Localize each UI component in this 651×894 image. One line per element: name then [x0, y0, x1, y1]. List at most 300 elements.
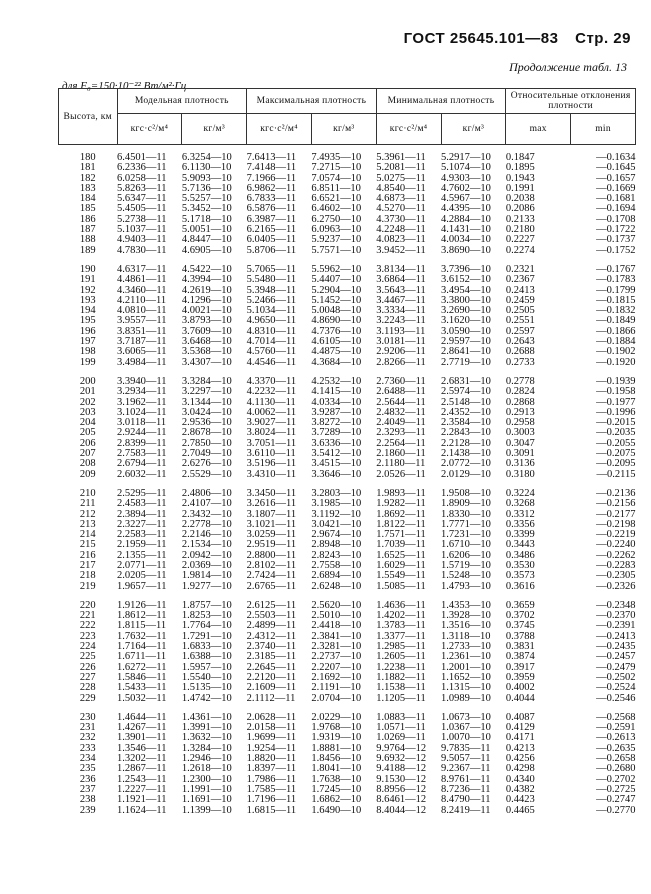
cell-max-kg: 2.2207—10 — [311, 661, 362, 673]
cell-max-kgs: 5.2466—11 — [246, 294, 297, 306]
cell-max-kgs: 6.3987—11 — [246, 213, 297, 225]
cell-max-kg: 3.5412—10 — [311, 448, 362, 460]
cell-model-kgs: 1.6711—11 — [117, 651, 167, 663]
cell-max-kgs: 2.2645—11 — [246, 661, 297, 673]
cell-height: 232 — [79, 732, 96, 744]
cell-height: 229 — [79, 692, 96, 704]
cell-model-kg: 2.7049—10 — [181, 448, 232, 460]
cell-dev-max: 0.2868 — [505, 396, 535, 408]
cell-height: 182 — [79, 172, 96, 184]
cell-model-kgs: 4.7830—11 — [117, 244, 167, 256]
cell-dev-max: 0.2227 — [505, 234, 535, 246]
cell-min-kg: 3.2690—10 — [441, 305, 491, 317]
cell-dev-max: 0.4465 — [505, 804, 535, 816]
cell-min-kgs: 1.2238—11 — [376, 661, 426, 673]
cell-max-kgs: 2.4312—11 — [246, 630, 297, 642]
cell-model-kgs: 3.1962—11 — [117, 396, 167, 408]
cell-max-kg: 2.3841—10 — [311, 630, 362, 642]
cell-dev-min: —0.2156 — [596, 498, 636, 510]
cell-model-kg: 3.5368—10 — [181, 346, 232, 358]
cell-model-kgs: 5.2738—11 — [117, 213, 167, 225]
cell-model-kgs: 6.4501—11 — [117, 152, 167, 163]
cell-min-kgs: 3.0181—11 — [376, 336, 426, 348]
cell-dev-max: 0.1943 — [505, 172, 535, 184]
cell-model-kg: 1.8757—10 — [181, 599, 232, 611]
cell-min-kg: 2.7719—10 — [441, 356, 491, 368]
cell-max-kg: 2.2737—10 — [311, 651, 362, 663]
cell-min-kgs: 1.5085—11 — [376, 580, 426, 592]
cell-dev-min: —0.2198 — [596, 518, 636, 530]
cell-model-kg: 3.1344—10 — [181, 396, 232, 408]
cell-min-kg: 8.2419—11 — [441, 804, 491, 816]
cell-max-kgs: 3.1807—11 — [246, 508, 297, 520]
cell-model-kg: 2.8678—10 — [181, 427, 232, 439]
cell-model-kgs: 2.8399—11 — [117, 437, 167, 449]
cell-dev-max: 0.1847 — [505, 152, 535, 163]
cell-max-kgs: 1.7585—11 — [246, 783, 297, 795]
cell-height: 235 — [79, 763, 96, 775]
cell-max-kg: 3.4515—10 — [311, 458, 362, 470]
cell-min-kg: 1.1652—10 — [441, 671, 491, 683]
cell-dev-max: 0.2274 — [505, 244, 535, 256]
cell-dev-max: 0.4129 — [505, 722, 535, 734]
cell-dev-min: —0.2136 — [596, 487, 636, 499]
cell-max-kg: 2.4418—10 — [311, 620, 362, 632]
cell-height: 221 — [79, 610, 96, 622]
cell-max-kg: 3.1192—10 — [311, 508, 361, 520]
cell-min-kgs: 5.3961—11 — [376, 152, 426, 163]
cell-max-kgs: 4.8310—11 — [246, 325, 297, 337]
cell-model-kgs: 3.1024—11 — [117, 406, 167, 418]
cell-min-kg: 1.6206—10 — [441, 549, 491, 561]
cell-max-kgs: 5.8706—11 — [246, 244, 297, 256]
cell-model-kg: 1.4742—10 — [181, 692, 232, 704]
cell-dev-min: —0.2658 — [596, 753, 636, 765]
cell-dev-min: —0.1799 — [596, 284, 636, 296]
page-number: Стр. 29 — [575, 30, 631, 47]
cell-max-kgs: 3.8024—11 — [246, 427, 297, 439]
cell-dev-max: 0.3136 — [505, 458, 535, 470]
cell-min-kgs: 1.3377—11 — [376, 630, 426, 642]
cell-min-kgs: 2.7360—11 — [376, 375, 426, 387]
cell-height: 204 — [79, 417, 96, 429]
header-max-density: Максимальная плотность — [247, 89, 377, 114]
cell-model-kg: 1.5957—10 — [181, 661, 232, 673]
cell-max-kgs: 2.5503—11 — [246, 610, 297, 622]
cell-max-kg: 3.6336—10 — [311, 437, 362, 449]
unit-min-kg: кг/м³ — [441, 114, 506, 145]
cell-dev-max: 0.2551 — [505, 315, 535, 327]
cell-model-kg: 4.2619—10 — [181, 284, 232, 296]
cell-model-kg: 3.7609—10 — [181, 325, 232, 337]
cell-min-kgs: 4.2248—11 — [376, 224, 426, 236]
cell-min-kg: 1.8330—10 — [441, 508, 491, 520]
cell-dev-min: —0.2635 — [596, 742, 636, 754]
cell-model-kgs: 3.9557—11 — [117, 315, 167, 327]
cell-min-kgs: 8.8956—12 — [376, 783, 427, 795]
cell-dev-min: —0.1767 — [596, 263, 636, 275]
cell-min-kg: 1.5248—10 — [441, 570, 491, 582]
cell-dev-max: 0.3959 — [505, 671, 535, 683]
cell-dev-max: 0.2133 — [505, 213, 535, 225]
cell-model-kg: 2.6276—10 — [181, 458, 232, 470]
cell-min-kgs: 2.5644—11 — [376, 396, 426, 408]
cell-height: 212 — [79, 508, 96, 520]
cell-min-kgs: 1.7039—11 — [376, 539, 426, 551]
cell-min-kg: 2.3584—10 — [441, 417, 491, 429]
cell-min-kgs: 1.6029—11 — [376, 559, 426, 571]
cell-dev-max: 0.2597 — [505, 325, 535, 337]
cell-dev-min: —0.2413 — [596, 630, 636, 642]
cell-max-kg: 4.0334—10 — [311, 396, 362, 408]
cell-dev-max: 0.3443 — [505, 539, 535, 551]
cell-max-kgs: 3.9027—11 — [246, 417, 297, 429]
cell-model-kg: 4.1296—10 — [181, 294, 232, 306]
cell-model-kgs: 1.1921—11 — [117, 794, 167, 806]
cell-dev-max: 0.4171 — [505, 732, 535, 744]
cell-model-kg: 1.9277—10 — [181, 580, 232, 592]
cell-model-kgs: 3.4984—11 — [117, 356, 167, 368]
cell-max-kg: 4.3684—10 — [311, 356, 362, 368]
cell-model-kgs: 4.3460—11 — [117, 284, 167, 296]
cell-dev-min: —0.2015 — [596, 417, 636, 429]
cell-model-kgs: 1.7632—11 — [117, 630, 167, 642]
cell-min-kg: 8.9761—11 — [441, 773, 491, 785]
header-relative-deviation: Относительные отклонения плотности — [506, 89, 636, 114]
cell-min-kg: 3.1620—10 — [441, 315, 491, 327]
cell-max-kgs: 3.5196—11 — [246, 458, 297, 470]
cell-max-kg: 5.0048—10 — [311, 305, 362, 317]
cell-model-kgs: 1.4267—11 — [117, 722, 167, 734]
cell-model-kg: 1.7291—10 — [181, 630, 232, 642]
cell-min-kgs: 1.0269—11 — [376, 732, 426, 744]
cell-model-kg: 1.1691—10 — [181, 794, 232, 806]
cell-min-kgs: 3.9452—11 — [376, 244, 426, 256]
cell-dev-max: 0.1895 — [505, 162, 535, 174]
cell-dev-min: —0.2435 — [596, 641, 636, 653]
cell-max-kgs: 7.6413—11 — [246, 152, 297, 163]
cell-max-kg: 4.8690—10 — [311, 315, 362, 327]
cell-max-kg: 7.2715—10 — [311, 162, 362, 174]
cell-max-kg: 2.8948—10 — [311, 539, 362, 551]
cell-max-kgs: 4.5760—11 — [246, 346, 297, 358]
cell-dev-max: 0.2505 — [505, 305, 535, 317]
cell-height: 189 — [79, 244, 96, 256]
cell-max-kgs: 6.2165—11 — [246, 224, 297, 236]
cell-model-kgs: 5.8263—11 — [117, 182, 167, 194]
cell-min-kgs: 3.2243—11 — [376, 315, 426, 327]
cell-dev-min: —0.2326 — [596, 580, 636, 592]
cell-min-kgs: 4.3730—11 — [376, 213, 426, 225]
cell-model-kg: 1.9814—10 — [181, 570, 232, 582]
cell-max-kgs: 2.8102—11 — [246, 559, 297, 571]
density-table — [58, 88, 636, 816]
cell-model-kg: 3.3284—10 — [181, 375, 232, 387]
cell-model-kgs: 3.3940—11 — [117, 375, 167, 387]
cell-min-kgs: 9.6932—12 — [376, 753, 427, 765]
cell-height: 216 — [79, 549, 96, 561]
cell-dev-max: 0.4298 — [505, 763, 535, 775]
cell-dev-max: 0.3224 — [505, 487, 535, 499]
cell-dev-min: —0.1884 — [596, 336, 636, 348]
cell-max-kgs: 6.7833—11 — [246, 193, 297, 205]
cell-max-kg: 2.3281—10 — [311, 641, 362, 653]
table-row — [59, 806, 636, 816]
cell-min-kg: 3.7396—10 — [441, 263, 491, 275]
cell-model-kg: 1.4361—10 — [181, 711, 232, 723]
cell-model-kg: 2.0942—10 — [181, 549, 232, 561]
cell-model-kgs: 1.3202—11 — [117, 753, 167, 765]
cell-dev-max: 0.3047 — [505, 437, 535, 449]
cell-height: 231 — [79, 722, 96, 734]
cell-dev-min: —0.2457 — [596, 651, 636, 663]
cell-max-kgs: 4.7014—11 — [246, 336, 297, 348]
cell-min-kgs: 1.1538—11 — [376, 682, 426, 694]
cell-max-kg: 2.1692—10 — [311, 671, 362, 683]
cell-min-kg: 2.0129—10 — [441, 468, 491, 480]
cell-model-kgs: 6.0258—11 — [117, 172, 167, 184]
cell-height: 186 — [79, 213, 96, 225]
cell-model-kgs: 1.5433—11 — [117, 682, 167, 694]
cell-model-kgs: 5.4505—11 — [117, 203, 167, 215]
cell-min-kgs: 9.1530—12 — [376, 773, 427, 785]
cell-dev-max: 0.3702 — [505, 610, 535, 622]
cell-height: 239 — [79, 804, 96, 816]
cell-min-kgs: 4.5270—11 — [376, 203, 426, 215]
cell-min-kg: 9.7835—11 — [441, 742, 491, 754]
cell-height: 201 — [79, 386, 96, 398]
cell-dev-min: —0.2568 — [596, 711, 636, 723]
cell-dev-min: —0.1920 — [596, 356, 636, 368]
cell-model-kgs: 4.2110—11 — [117, 294, 167, 306]
cell-dev-max: 0.2086 — [505, 203, 535, 215]
cell-model-kg: 5.7136—10 — [181, 182, 232, 194]
cell-dev-max: 0.2688 — [505, 346, 535, 358]
cell-model-kg: 6.3254—10 — [181, 152, 232, 163]
table-row — [59, 795, 636, 805]
cell-dev-min: —0.2613 — [596, 732, 636, 744]
cell-model-kg: 3.0424—10 — [181, 406, 232, 418]
cell-max-kg: 1.6490—10 — [311, 804, 362, 816]
cell-min-kg: 1.7771—10 — [441, 518, 491, 530]
cell-min-kg: 2.9597—10 — [441, 336, 491, 348]
cell-min-kg: 3.8690—10 — [441, 244, 491, 256]
cell-dev-min: —0.2283 — [596, 559, 636, 571]
cell-max-kg: 2.0704—10 — [311, 692, 362, 704]
cell-model-kgs: 1.7164—11 — [117, 641, 167, 653]
unit-max-kg: кг/м³ — [311, 114, 376, 145]
cell-dev-min: —0.2240 — [596, 539, 636, 551]
cell-max-kgs: 3.0259—11 — [246, 529, 297, 541]
cell-dev-max: 0.3486 — [505, 549, 535, 561]
cell-dev-min: —0.2055 — [596, 437, 636, 449]
cell-dev-max: 0.4213 — [505, 742, 535, 754]
cell-model-kg: 2.1534—10 — [181, 539, 232, 551]
cell-max-kg: 1.7638—10 — [311, 773, 362, 785]
cell-height: 199 — [79, 356, 96, 368]
cell-min-kg: 1.0673—10 — [441, 711, 491, 723]
cell-max-kg: 2.5620—10 — [311, 599, 362, 611]
cell-dev-min: —0.1815 — [596, 294, 636, 306]
cell-dev-max: 0.2413 — [505, 284, 535, 296]
cell-min-kg: 3.6152—10 — [441, 274, 491, 286]
cell-model-kgs: 2.6032—11 — [117, 468, 167, 480]
cell-model-kgs: 1.3901—11 — [117, 732, 167, 744]
cell-min-kg: 4.7602—10 — [441, 182, 491, 194]
cell-min-kg: 1.8909—10 — [441, 498, 491, 510]
cell-dev-max: 0.2733 — [505, 356, 535, 368]
cell-min-kgs: 2.9206—11 — [376, 346, 426, 358]
cell-model-kg: 5.1718—10 — [181, 213, 232, 225]
table-row — [59, 694, 636, 704]
cell-dev-min: —0.1708 — [596, 213, 636, 225]
cell-min-kgs: 3.4467—11 — [376, 294, 426, 306]
cell-min-kg: 1.5719—10 — [441, 559, 491, 571]
cell-dev-max: 0.4087 — [505, 711, 535, 723]
cell-max-kg: 2.6894—10 — [311, 570, 362, 582]
cell-min-kg: 2.8641—10 — [441, 346, 491, 358]
cell-max-kgs: 6.5876—11 — [246, 203, 297, 215]
cell-dev-min: —0.2177 — [596, 508, 636, 520]
cell-model-kgs: 1.5846—11 — [117, 671, 167, 683]
cell-height: 222 — [79, 620, 96, 632]
cell-max-kgs: 2.0628—11 — [246, 711, 297, 723]
cell-model-kgs: 2.1959—11 — [117, 539, 167, 551]
cell-max-kgs: 3.1021—11 — [246, 518, 297, 530]
cell-max-kg: 4.6105—10 — [311, 336, 362, 348]
cell-height: 185 — [79, 203, 96, 215]
cell-dev-max: 0.3530 — [505, 559, 535, 571]
cell-model-kgs: 2.0205—11 — [117, 570, 167, 582]
cell-min-kg: 5.1074—10 — [441, 162, 491, 174]
cell-max-kg: 1.7245—10 — [311, 783, 362, 795]
cell-dev-max: 0.2824 — [505, 386, 535, 398]
cell-height: 184 — [79, 193, 96, 205]
cell-min-kg: 3.0590—10 — [441, 325, 491, 337]
cell-min-kgs: 3.8134—11 — [376, 263, 426, 275]
cell-max-kgs: 2.1112—11 — [246, 692, 296, 704]
cell-dev-min: —0.2770 — [596, 804, 636, 816]
cell-dev-max: 0.4382 — [505, 783, 535, 795]
cell-max-kg: 2.5010—10 — [311, 610, 362, 622]
cell-min-kgs: 1.5549—11 — [376, 570, 426, 582]
cell-dev-min: —0.1866 — [596, 325, 636, 337]
cell-height: 236 — [79, 773, 96, 785]
cell-height: 203 — [79, 406, 96, 418]
cell-max-kg: 6.4602—10 — [311, 203, 362, 215]
cell-dev-min: —0.2702 — [596, 773, 636, 785]
cell-max-kgs: 3.7051—11 — [246, 437, 297, 449]
cell-height: 180 — [79, 152, 96, 163]
cell-dev-max: 0.2321 — [505, 263, 535, 275]
cell-max-kgs: 2.2120—11 — [246, 671, 297, 683]
cell-min-kgs: 4.8540—11 — [376, 182, 426, 194]
cell-height: 191 — [79, 274, 96, 286]
cell-dev-min: —0.1977 — [596, 396, 636, 408]
page-header — [392, 30, 631, 47]
cell-min-kg: 2.2128—10 — [441, 437, 491, 449]
cell-max-kg: 1.8881—10 — [311, 742, 362, 754]
cell-model-kgs: 5.1037—11 — [117, 224, 167, 236]
cell-max-kgs: 2.6125—11 — [246, 599, 297, 611]
cell-max-kg: 4.7376—10 — [311, 325, 362, 337]
cell-min-kg: 1.4793—10 — [441, 580, 491, 592]
cell-dev-max: 0.3268 — [505, 498, 535, 510]
cell-height: 223 — [79, 630, 96, 642]
cell-min-kg: 2.2843—10 — [441, 427, 491, 439]
cell-min-kg: 1.1315—10 — [441, 682, 491, 694]
cell-max-kgs: 5.7065—11 — [246, 263, 297, 275]
cell-model-kg: 2.4806—10 — [181, 487, 232, 499]
cell-dev-max: 0.3874 — [505, 651, 535, 663]
cell-model-kg: 1.2618—10 — [181, 763, 232, 775]
cell-max-kg: 3.2803—10 — [311, 487, 362, 499]
cell-dev-min: —0.2035 — [596, 427, 636, 439]
header-min-density: Минимальная плотность — [376, 89, 506, 114]
cell-max-kg: 5.2904—10 — [311, 284, 362, 296]
cell-max-kg: 6.6521—10 — [311, 193, 362, 205]
cell-min-kgs: 8.4044—12 — [376, 804, 427, 816]
cell-model-kg: 1.2946—10 — [181, 753, 232, 765]
cell-max-kg: 7.0574—10 — [311, 172, 362, 184]
cell-dev-min: —0.1958 — [596, 386, 636, 398]
cell-max-kgs: 2.3185—11 — [246, 651, 297, 663]
cell-max-kgs: 6.9862—11 — [246, 182, 297, 194]
cell-min-kg: 1.7231—10 — [441, 529, 491, 541]
cell-model-kg: 1.3284—10 — [181, 742, 232, 754]
cell-dev-min: —0.2370 — [596, 610, 636, 622]
cell-dev-max: 0.4044 — [505, 692, 535, 704]
cell-min-kgs: 1.2985—11 — [376, 641, 426, 653]
cell-dev-min: —0.2680 — [596, 763, 636, 775]
table-row — [59, 499, 636, 509]
cell-model-kg: 2.2778—10 — [181, 518, 232, 530]
cell-max-kg: 6.2750—10 — [311, 213, 362, 225]
cell-model-kgs: 2.3894—11 — [117, 508, 167, 520]
cell-min-kg: 1.2733—10 — [441, 641, 491, 653]
cell-dev-min: —0.1902 — [596, 346, 636, 358]
cell-dev-min: —0.2348 — [596, 599, 636, 611]
cell-min-kgs: 2.0526—11 — [376, 468, 426, 480]
cell-min-kg: 2.5148—10 — [441, 396, 491, 408]
cell-max-kg: 1.6862—10 — [311, 794, 362, 806]
cell-min-kgs: 4.0823—11 — [376, 234, 426, 246]
cell-max-kgs: 1.8820—11 — [246, 753, 297, 765]
cell-model-kgs: 4.0810—11 — [117, 305, 167, 317]
cell-min-kg: 1.3928—10 — [441, 610, 491, 622]
cell-min-kg: 4.9303—10 — [441, 172, 491, 184]
cell-dev-min: —0.1722 — [596, 224, 636, 236]
cell-min-kgs: 1.7571—11 — [376, 529, 426, 541]
cell-dev-max: 0.3180 — [505, 468, 535, 480]
cell-model-kg: 4.6905—10 — [181, 244, 232, 256]
cell-height: 237 — [79, 783, 96, 795]
cell-model-kg: 6.1130—10 — [181, 162, 232, 174]
cell-min-kgs: 1.8692—11 — [376, 508, 426, 520]
cell-max-kgs: 1.7196—11 — [246, 794, 297, 806]
cell-height: 205 — [79, 427, 96, 439]
cell-min-kg: 4.5967—10 — [441, 193, 491, 205]
cell-max-kgs: 4.2232—11 — [246, 386, 297, 398]
cell-max-kg: 3.0421—10 — [311, 518, 362, 530]
cell-dev-min: —0.2725 — [596, 783, 636, 795]
cell-model-kgs: 1.1624—11 — [117, 804, 167, 816]
cell-min-kg: 1.4353—10 — [441, 599, 491, 611]
cell-model-kg: 4.5422—10 — [181, 263, 232, 275]
cell-min-kg: 1.0070—10 — [441, 732, 491, 744]
cell-height: 227 — [79, 671, 96, 683]
table-body — [59, 145, 636, 816]
